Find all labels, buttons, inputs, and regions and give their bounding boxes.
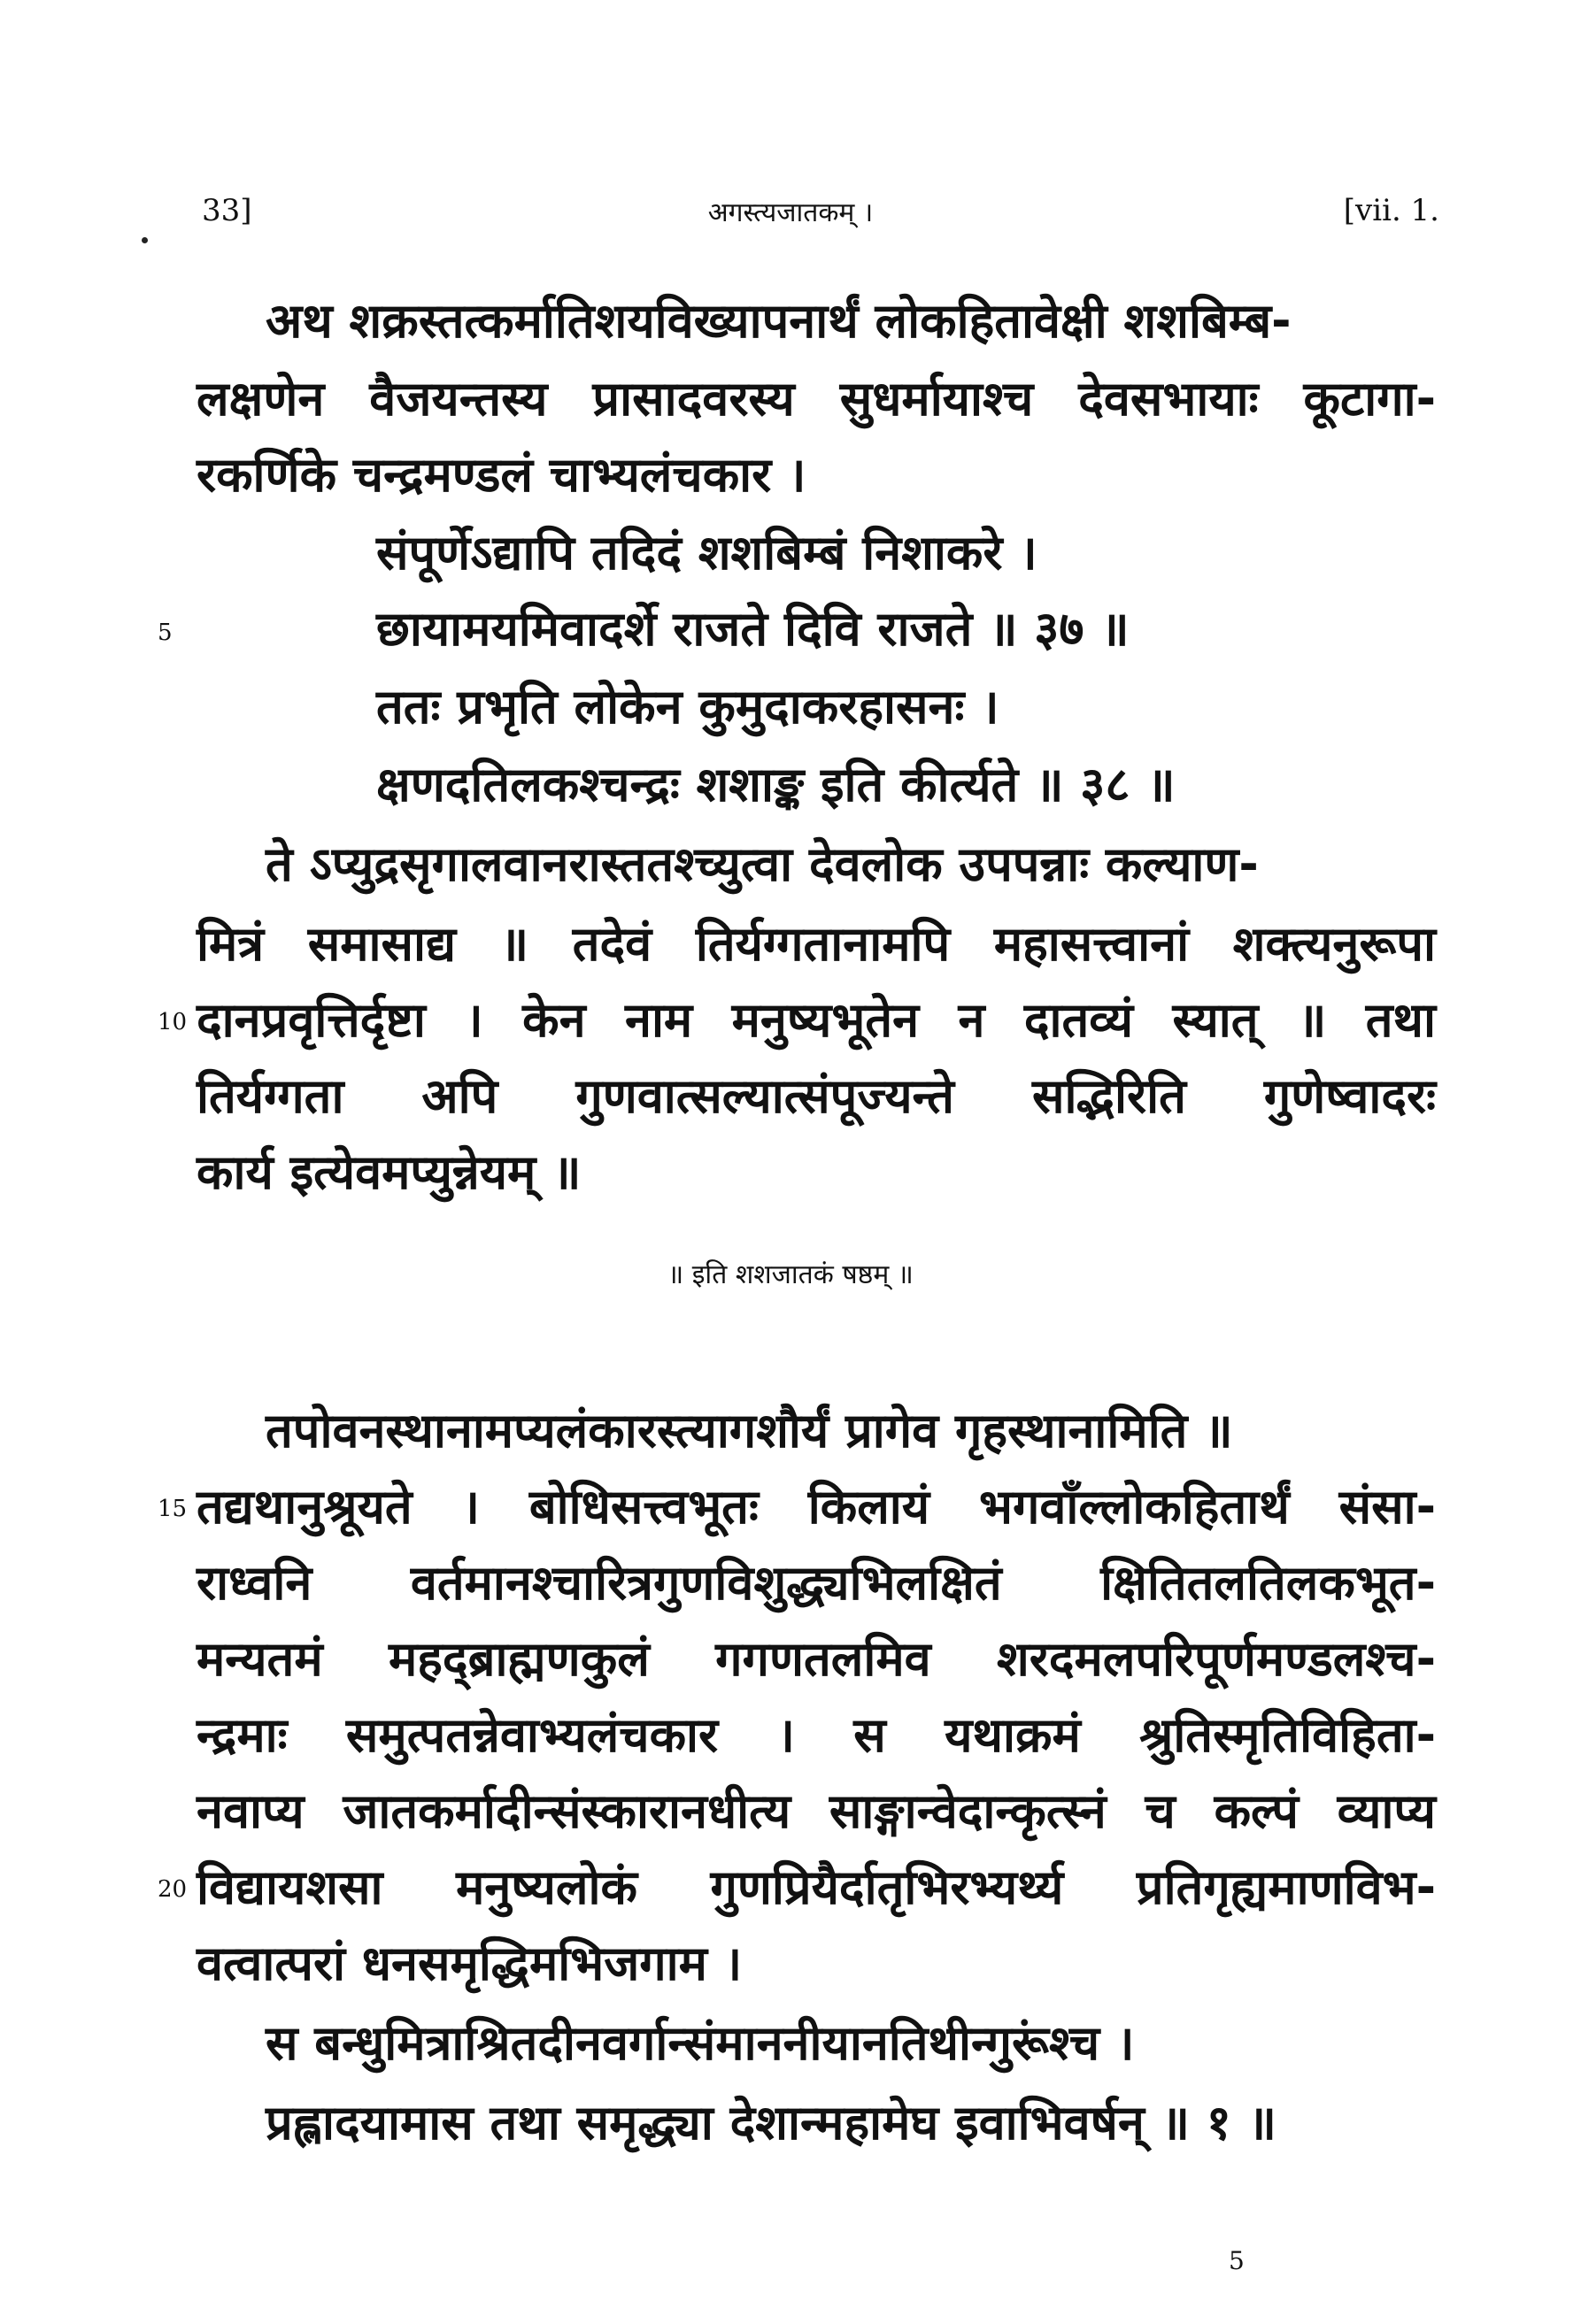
text-line: दानप्रवृत्तिर्दृष्टा । केन नाम मनुष्यभूतेन न दातव्यं स्यात् ॥ तथा <box>197 992 1436 1048</box>
verse-line: स बन्धुमित्राश्रितदीनवर्गान्संमाननीयानतिथीन्गुरूंश्च । <box>266 2015 1135 2071</box>
verse-line: प्रह्लादयामास तथा समृद्ध्या देशान्महामेघ इवाभिवर्षन् ॥ १ ॥ <box>266 2095 1276 2151</box>
text-line: अथ शक्रस्तत्कर्मातिशयविख्यापनार्थं लोकहितावेक्षी शशबिम्ब- <box>266 293 1292 349</box>
colophon: ॥ इति शशजातकं षष्ठम् ॥ <box>667 1259 914 1290</box>
line-number: 5 <box>158 619 173 646</box>
text-line: ते ऽप्युद्रसृगालवानरास्ततश्च्युत्वा देवलोक उपपन्नाः कल्याण- <box>266 836 1259 892</box>
text-line: तपोवनस्थानामप्यलंकारस्त्यागशौर्यं प्रागेव गृहस्थानामिति ॥ <box>266 1403 1233 1458</box>
text-line: लक्षणेन वैजयन्तस्य प्रासादवरस्य सुधर्मायाश्च देवसभायाः कूटागा- <box>197 371 1436 427</box>
text-line: नवाप्य जातकर्मादीन्संस्कारानधीत्य साङ्गान्वेदान्कृत्स्नं च कल्पं व्याप्य <box>197 1783 1436 1839</box>
page-number-header: 33] <box>202 193 252 228</box>
line-number: 10 <box>158 1009 188 1035</box>
text-line: मन्यतमं महद्ब्राह्मणकुलं गगणतलमिव शरदमलपरिपूर्णमण्डलश्च- <box>197 1631 1436 1687</box>
text-line: वत्वात्परां धनसमृद्धिमभिजगाम । <box>197 1935 743 1991</box>
verse-line: संपूर्णेऽद्यापि तदिदं शशबिम्बं निशाकरे । <box>376 525 1037 581</box>
line-number: 20 <box>158 1876 188 1903</box>
signature-mark: 5 <box>1229 2246 1245 2275</box>
section-reference: [vii. 1. <box>1343 193 1439 228</box>
text-line: राध्वनि वर्तमानश्चारित्रगुणविशुद्ध्यभिलक्षितं क्षितितलतिलकभूत- <box>197 1555 1436 1611</box>
text-line: कार्य इत्येवमप्युन्नेयम् ॥ <box>197 1144 582 1200</box>
verse-line: छायामयमिवादर्शे राजते दिवि राजते ॥ ३७ ॥ <box>376 601 1130 657</box>
running-title: अगस्त्यजातकम् । <box>707 197 874 228</box>
verse-line: क्षणदतिलकश्चन्द्रः शशाङ्क इति कीर्त्यते ॥ ३८ ॥ <box>376 757 1176 812</box>
margin-dot <box>142 237 148 243</box>
text-line: तद्यथानुश्रूयते । बोधिसत्त्वभूतः किलायं भगवाँल्लोकहितार्थं संसा- <box>197 1479 1436 1535</box>
text-line: विद्यायशसा मनुष्यलोकं गुणप्रियैर्दातृभिरभ्यर्थ्य प्रतिगृह्यमाणविभ- <box>197 1859 1436 1915</box>
text-line: न्द्रमाः समुत्पतन्नेवाभ्यलंचकार । स यथाक्रमं श्रुतिस्मृतिविहिता- <box>197 1707 1436 1763</box>
line-number: 15 <box>158 1496 188 1522</box>
verse-line: ततः प्रभृति लोकेन कुमुदाकरहासनः । <box>376 679 999 735</box>
text-line: रकर्णिके चन्द्रमण्डलं चाभ्यलंचकार । <box>197 447 806 503</box>
text-line: तिर्यग्गता अपि गुणवात्सल्यात्संपूज्यन्ते सद्भिरिति गुणेष्वादरः <box>197 1068 1436 1124</box>
text-line: मित्रं समासाद्य ॥ तदेवं तिर्यग्गतानामपि महासत्त्वानां शक्त्यनुरूपा <box>197 916 1436 972</box>
